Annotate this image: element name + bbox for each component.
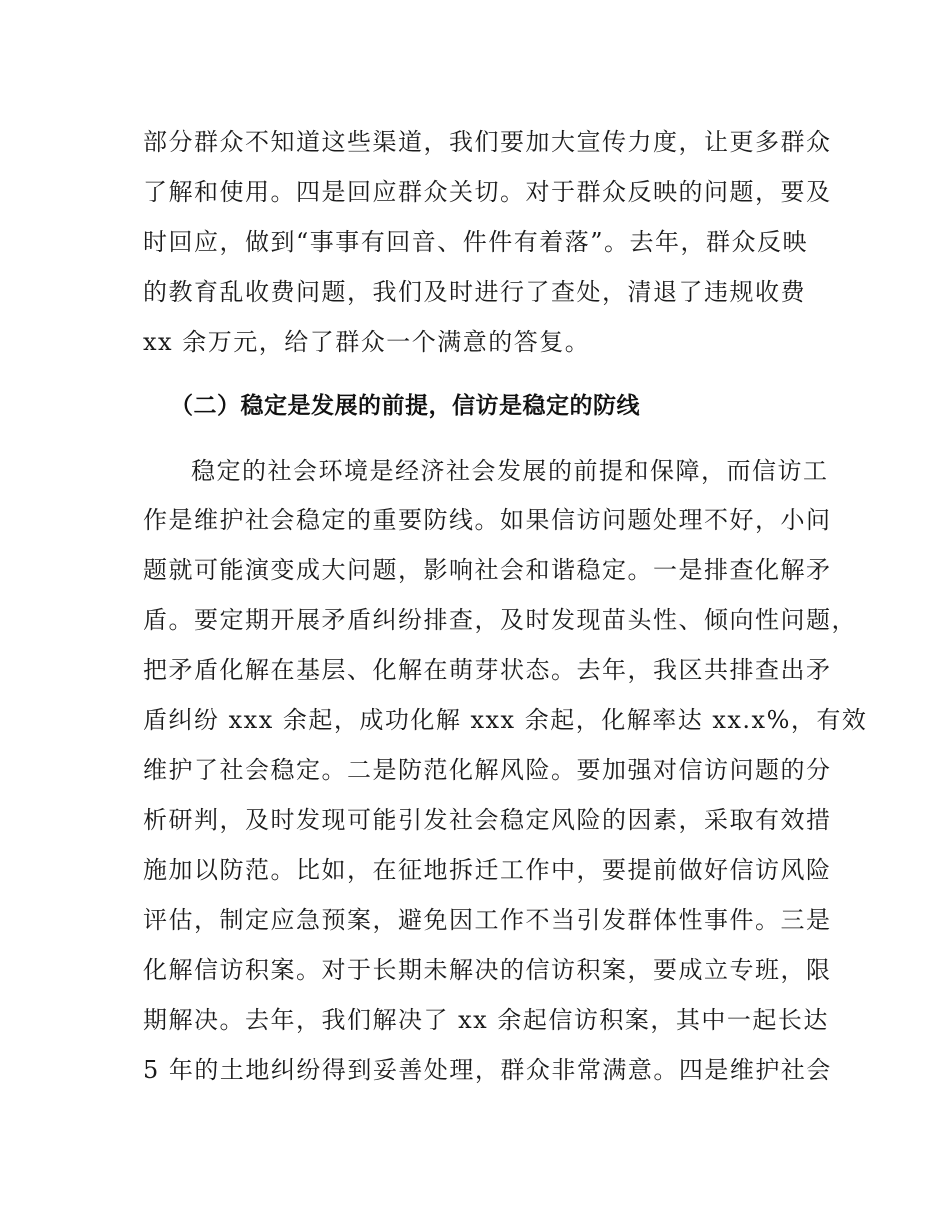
paragraph-2-line-10: 评估，制定应急预案，避免因工作不当引发群体性事件。三是 (143, 906, 832, 934)
paragraph-2-line-4: 盾。要定期开展矛盾纠纷排查，及时发现苗头性、倾向性问题， (143, 606, 857, 634)
paragraph-2-line-9: 施加以防范。比如，在征地拆迁工作中，要提前做好信访风险 (143, 856, 832, 884)
paragraph-2-line-1: 稳定的社会环境是经济社会发展的前提和保障，而信访工 (191, 457, 829, 485)
paragraph-1-line-2: 了解和使用。四是回应群众关切。对于群众反映的问题，要及 (143, 178, 832, 206)
section-heading: （二）稳定是发展的前提，信访是稳定的防线 (170, 393, 640, 419)
paragraph-1-line-3: 时回应，做到“事事有回音、件件有着落”。去年，群众反映 (143, 228, 809, 256)
paragraph-2-line-2: 作是维护社会稳定的重要防线。如果信访问题处理不好，小问 (143, 506, 832, 534)
paragraph-2-line-7: 维护了社会稳定。二是防范化解风险。要加强对信访问题的分 (143, 756, 832, 784)
paragraph-2-line-8: 析研判，及时发现可能引发社会稳定风险的因素，采取有效措 (143, 806, 832, 834)
paragraph-2-line-12: 期解决。去年，我们解决了 xx 余起信访积案，其中一起长达 (143, 1006, 829, 1034)
paragraph-2-line-6: 盾纠纷 xxx 余起，成功化解 xxx 余起，化解率达 xx.x%，有效 (143, 706, 868, 734)
paragraph-1-line-1: 部分群众不知道这些渠道，我们要加大宣传力度，让更多群众 (143, 128, 832, 156)
paragraph-1-line-4: 的教育乱收费问题，我们及时进行了查处，清退了违规收费 (143, 278, 806, 306)
paragraph-2-line-3: 题就可能演变成大问题，影响社会和谐稳定。一是排查化解矛 (143, 556, 832, 584)
paragraph-2-line-5: 把矛盾化解在基层、化解在萌芽状态。去年，我区共排查出矛 (143, 656, 832, 684)
paragraph-2-line-13: 5 年的土地纠纷得到妥善处理，群众非常满意。四是维护社会 (143, 1056, 832, 1084)
paragraph-1-line-5: xx 余万元，给了群众一个满意的答复。 (143, 328, 591, 356)
paragraph-2-line-11: 化解信访积案。对于长期未解决的信访积案，要成立专班，限 (143, 956, 832, 984)
